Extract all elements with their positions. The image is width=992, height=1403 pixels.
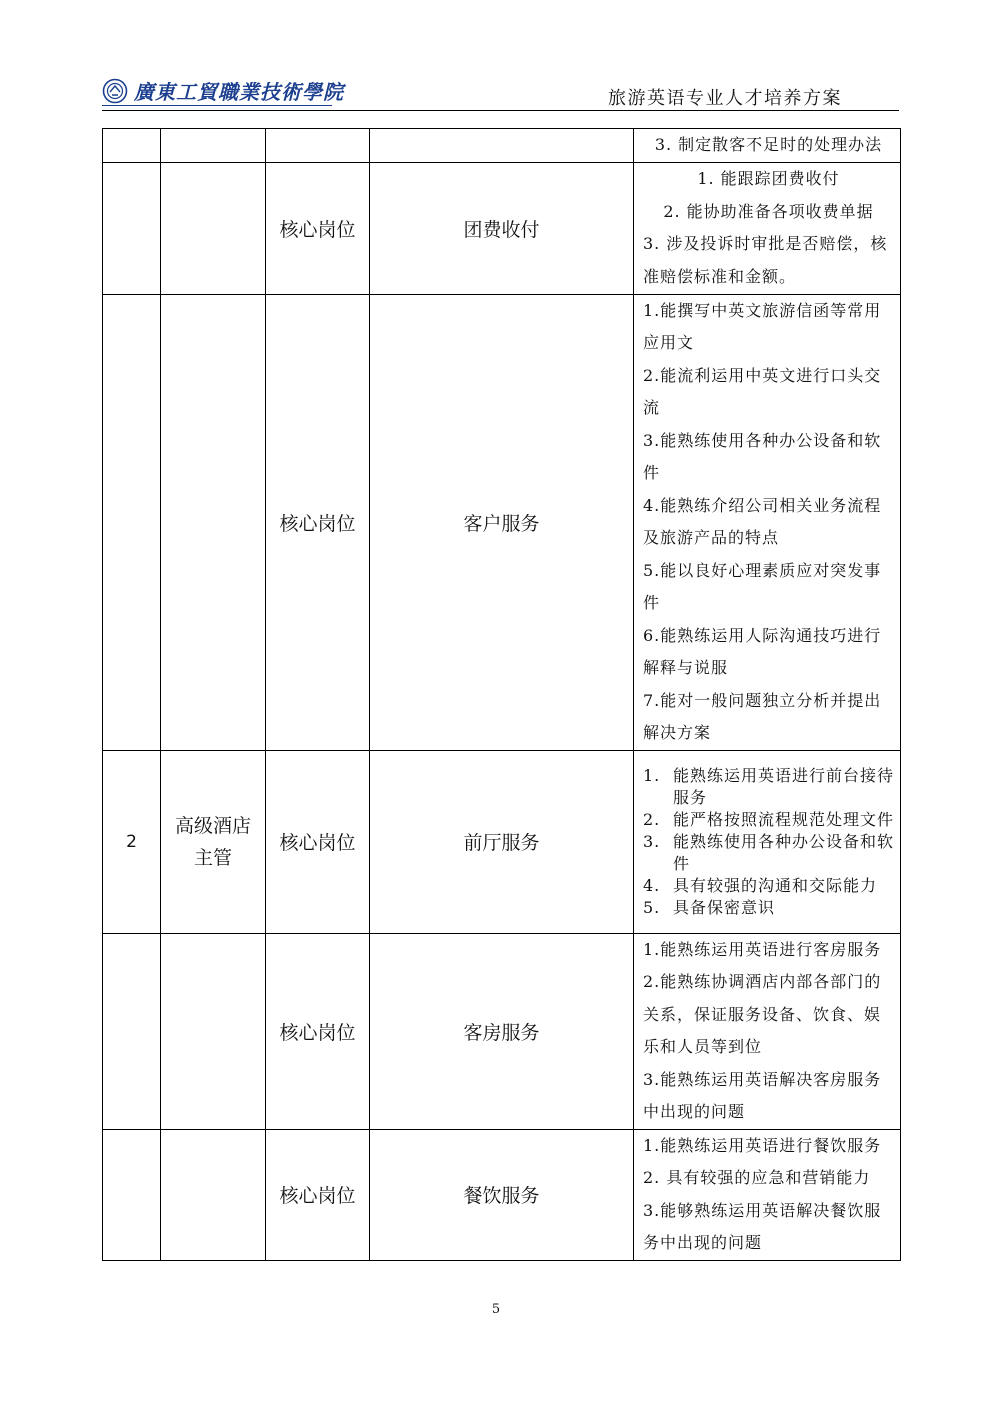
cell-number xyxy=(103,162,161,294)
requirement-line: 3.能熟练使用各种办公设备和软 xyxy=(643,430,882,450)
requirement-line: 2. 能协助准备各项收费单据 xyxy=(663,201,874,221)
requirement-line: 及旅游产品的特点 xyxy=(643,528,780,547)
requirement-line: 5.能以良好心理素质应对突发事 xyxy=(643,560,882,580)
requirement-line: 3. 涉及投诉时审批是否赔偿，核 xyxy=(643,234,888,253)
cell-requirements xyxy=(634,1129,901,1260)
cell-post-type: 核心岗位 xyxy=(266,162,370,294)
requirement-line: 解决方案 xyxy=(643,723,712,742)
item-number: 4. xyxy=(643,875,661,895)
cell-post xyxy=(161,750,266,933)
list-item xyxy=(643,875,894,897)
cell-number xyxy=(103,1129,161,1260)
requirement-line: 6.能熟练运用人际沟通技巧进行 xyxy=(643,625,882,645)
cell-post-type: 核心岗位 xyxy=(266,750,370,933)
requirement-line: 解释与说服 xyxy=(643,658,729,677)
list-item xyxy=(643,809,894,831)
cell-requirements xyxy=(634,933,901,1129)
list-item xyxy=(643,897,894,919)
school-name: 廣東工貿職業技術學院 xyxy=(134,80,344,104)
school-emblem-icon xyxy=(102,78,128,104)
requirement-line: 中出现的问题 xyxy=(643,1102,746,1121)
item-text: 具备保密意识 xyxy=(673,897,776,917)
table-row xyxy=(103,294,901,750)
cell-number: 2 xyxy=(103,750,161,933)
item-number: 3. xyxy=(643,831,661,851)
requirement-line: 3.能够熟练运用英语解决餐饮服 xyxy=(643,1200,882,1220)
item-number: 2. xyxy=(643,809,661,829)
cell-post-type: 核心岗位 xyxy=(266,294,370,750)
cell-post xyxy=(161,129,266,163)
position-requirements-table xyxy=(102,128,901,1261)
requirement-line: 件 xyxy=(643,463,661,482)
cell-task: 前厅服务 xyxy=(370,750,634,933)
cell-number xyxy=(103,294,161,750)
table-row xyxy=(103,750,901,933)
requirement-line: 2.能流利运用中英文进行口头交 xyxy=(643,365,882,385)
requirement-line: 2.能熟练协调酒店内部各部门的 xyxy=(643,972,882,991)
requirement-line: 2. 具有较强的应急和营销能力 xyxy=(643,1168,871,1187)
cell-task xyxy=(370,129,634,163)
cell-task: 客户服务 xyxy=(370,294,634,750)
item-text: 能熟练运用英语进行前台接待服务 xyxy=(673,765,895,807)
cell-post-type xyxy=(266,129,370,163)
cell-post xyxy=(161,1129,266,1260)
school-logo xyxy=(102,76,344,105)
table-row xyxy=(103,933,901,1129)
cell-requirements xyxy=(634,294,901,750)
item-text: 能严格按照流程规范处理文件 xyxy=(673,809,895,829)
cell-number xyxy=(103,933,161,1129)
requirement-line: 关系，保证服务设备、饮食、娱 xyxy=(643,1004,882,1024)
document-title: 旅游英语专业人才培养方案 xyxy=(608,88,842,109)
post-name-line: 高级酒店 xyxy=(174,814,251,837)
requirement-line: 流 xyxy=(643,398,661,417)
table-row xyxy=(103,162,901,294)
requirement-line: 乐和人员等到位 xyxy=(643,1037,763,1056)
requirement-line: 件 xyxy=(643,593,661,612)
table-row xyxy=(103,129,901,163)
item-text: 具有较强的沟通和交际能力 xyxy=(673,875,878,895)
cell-post xyxy=(161,162,266,294)
list-item xyxy=(643,831,894,875)
requirement-line: 务中出现的问题 xyxy=(643,1233,763,1252)
cell-task: 团费收付 xyxy=(370,162,634,294)
post-name-line: 主管 xyxy=(193,846,232,869)
requirement-line: 1.能撰写中英文旅游信函等常用 xyxy=(643,300,882,320)
cell-requirements xyxy=(634,162,901,294)
list-item xyxy=(643,765,894,809)
requirement-line: 1.能熟练运用英语进行客房服务 xyxy=(643,939,882,959)
requirement-line: 4.能熟练介绍公司相关业务流程 xyxy=(643,495,882,515)
requirement-line: 准赔偿标准和金额。 xyxy=(643,266,797,286)
requirement-line: 3. 制定散客不足时的处理办法 xyxy=(654,135,883,154)
requirement-line: 7.能对一般问题独立分析并提出 xyxy=(643,690,882,710)
cell-post-type: 核心岗位 xyxy=(266,933,370,1129)
cell-task: 餐饮服务 xyxy=(370,1129,634,1260)
requirement-line: 3.能熟练运用英语解决客房服务 xyxy=(643,1069,882,1089)
page-number: 5 xyxy=(491,1302,501,1317)
cell-post-type: 核心岗位 xyxy=(266,1129,370,1260)
item-number: 5. xyxy=(643,897,661,917)
requirement-line: 1.能熟练运用英语进行餐饮服务 xyxy=(643,1135,882,1155)
requirement-line: 应用文 xyxy=(643,333,695,352)
cell-requirements xyxy=(634,750,901,933)
logo-underline xyxy=(102,105,332,106)
cell-post xyxy=(161,294,266,750)
cell-number xyxy=(103,129,161,163)
page-header xyxy=(102,72,842,110)
cell-post xyxy=(161,933,266,1129)
cell-requirements xyxy=(634,129,901,163)
item-number: 1. xyxy=(643,765,661,785)
header-rule xyxy=(102,110,899,111)
requirement-line: 1. 能跟踪团费收付 xyxy=(697,169,840,188)
table-row xyxy=(103,1129,901,1260)
item-text: 能熟练使用各种办公设备和软件 xyxy=(673,831,895,873)
cell-task: 客房服务 xyxy=(370,933,634,1129)
